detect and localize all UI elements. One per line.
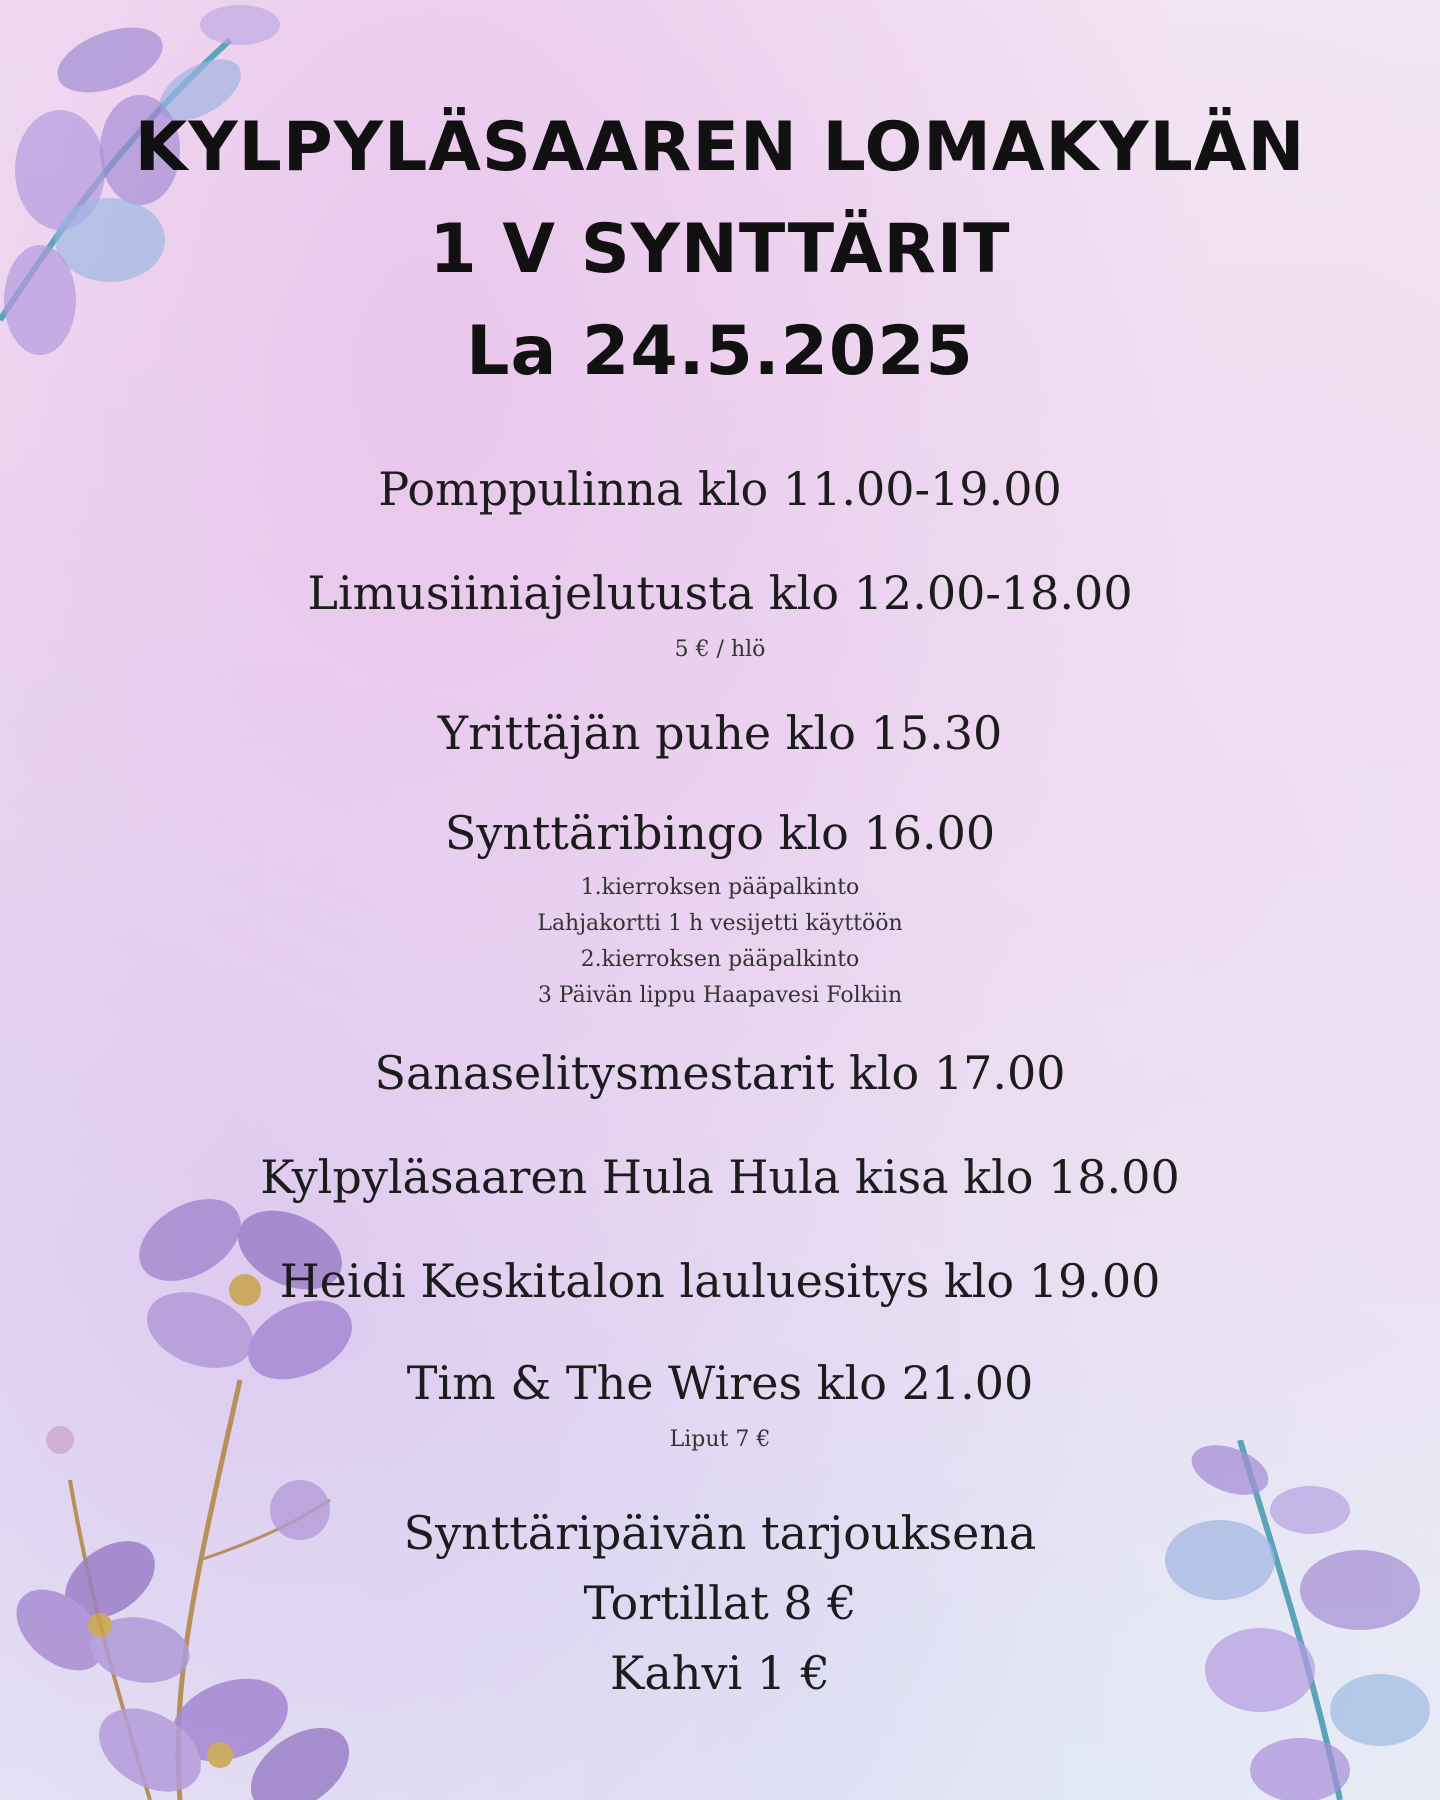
program-item-band: Tim & The Wires klo 21.00 [406, 1356, 1034, 1410]
program-item-bouncy-castle: Pomppulinna klo 11.00-19.00 [378, 462, 1062, 516]
offer-heading: Synttäripäivän tarjouksena [403, 1506, 1037, 1560]
program-item-limousine: Limusiiniajelutusta klo 12.00-18.00 [307, 566, 1133, 620]
program-item-limousine-price: 5 € / hlö [674, 637, 766, 662]
program-item-word-game: Sanaselitysmestarit klo 17.00 [374, 1046, 1066, 1100]
program-item-hula-hula: Kylpyläsaaren Hula Hula kisa klo 18.00 [260, 1150, 1180, 1204]
title-line-3: La 24.5.2025 [466, 312, 974, 391]
program-item-singing: Heidi Keskitalon lauluesitys klo 19.00 [279, 1254, 1161, 1308]
bingo-note-2: Lahjakortti 1 h vesijetti käyttöön [537, 911, 903, 936]
bingo-note-1: 1.kierroksen pääpalkinto [580, 875, 860, 900]
title-line-2: 1 V SYNTTÄRIT [429, 210, 1011, 289]
program-item-bingo: Synttäribingo klo 16.00 [444, 806, 996, 860]
program-item-speech: Yrittäjän puhe klo 15.30 [437, 706, 1003, 760]
offer-coffee: Kahvi 1 € [610, 1646, 830, 1700]
bingo-note-3: 2.kierroksen pääpalkinto [580, 947, 860, 972]
offer-tortillas: Tortillat 8 € [583, 1576, 857, 1630]
title-line-1: KYLPYLÄSAAREN LOMAKYLÄN [134, 108, 1306, 187]
bingo-note-4: 3 Päivän lippu Haapavesi Folkiin [537, 983, 903, 1008]
program-item-band-tickets: Liput 7 € [669, 1427, 771, 1452]
